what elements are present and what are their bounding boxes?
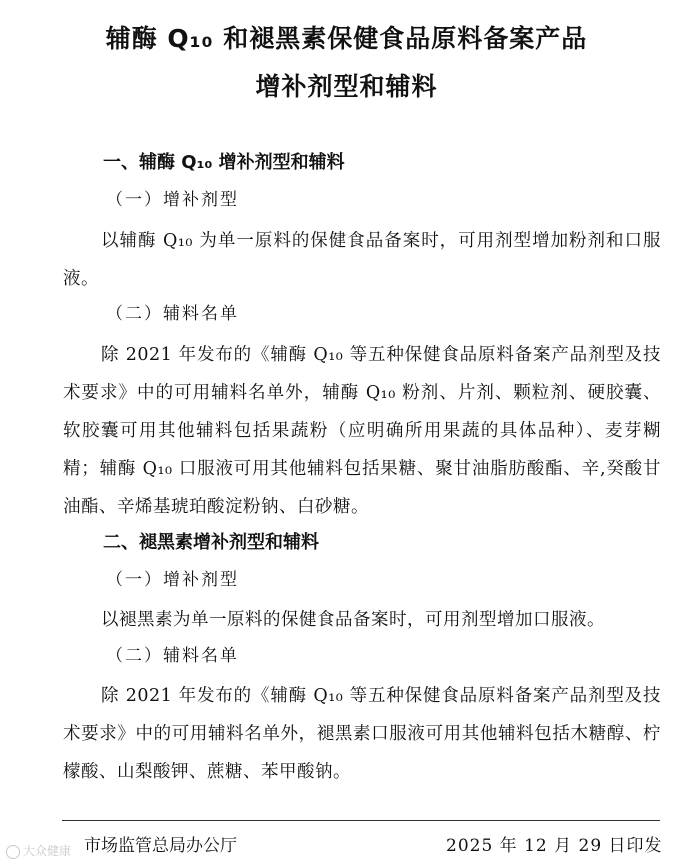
section2-sub2-heading: （二）辅料名单 (106, 646, 239, 666)
watermark-text: 大众健康 (23, 844, 72, 858)
section2-sub1-heading: （一）增补剂型 (106, 570, 239, 590)
footer-issuer: 市场监管总局办公厅 (84, 836, 237, 856)
section1-heading: 一、辅酶 Q₁₀ 增补剂型和辅料 (103, 152, 345, 173)
footer-divider (62, 820, 660, 821)
section1-sub2-paragraph: 除 2021 年发布的《辅酶 Q₁₀ 等五种保健食品原料备案产品剂型及技术要求》中的可用辅料名单外，辅酶 Q₁₀ 粉剂、片剂、颗粒剂、硬胶囊、软胶囊可用其他辅料包括果蔬粉（应明确所用果蔬的具体品种）、麦芽糊精；辅酶 Q₁₀ 口服液可用其他辅料包括果糖、聚甘油脂肪酸酯、辛,癸酸甘油酯、辛烯基琥珀酸淀粉钠、白砂糖。 (63, 345, 661, 517)
section1-sub1-paragraph: 以辅酶 Q₁₀ 为单一原料的保健食品备案时，可用剂型增加粉剂和口服液。 (63, 231, 661, 289)
section1-sub2-heading: （二）辅料名单 (106, 304, 239, 324)
watermark (6, 842, 71, 859)
document-title-line2: 增补剂型和辅料 (255, 72, 438, 101)
footer-date: 2025 年 12 月 29 日印发 (446, 836, 663, 856)
section1-sub1-heading: （一）增补剂型 (106, 190, 239, 210)
section2-sub1-paragraph: 以褪黑素为单一原料的保健食品备案时，可用剂型增加口服液。 (101, 610, 605, 630)
watermark-logo-icon (6, 845, 20, 859)
section2-sub2-paragraph: 除 2021 年发布的《辅酶 Q₁₀ 等五种保健食品原料备案产品剂型及技术要求》中的可用辅料名单外，褪黑素口服液可用其他辅料包括木糖醇、柠檬酸、山梨酸钾、蔗糖、苯甲酸钠。 (63, 686, 661, 782)
document-title-line1: 辅酶 Q₁₀ 和褪黑素保健食品原料备案产品 (105, 24, 588, 53)
section2-heading: 二、褪黑素增补剂型和辅料 (103, 532, 319, 553)
